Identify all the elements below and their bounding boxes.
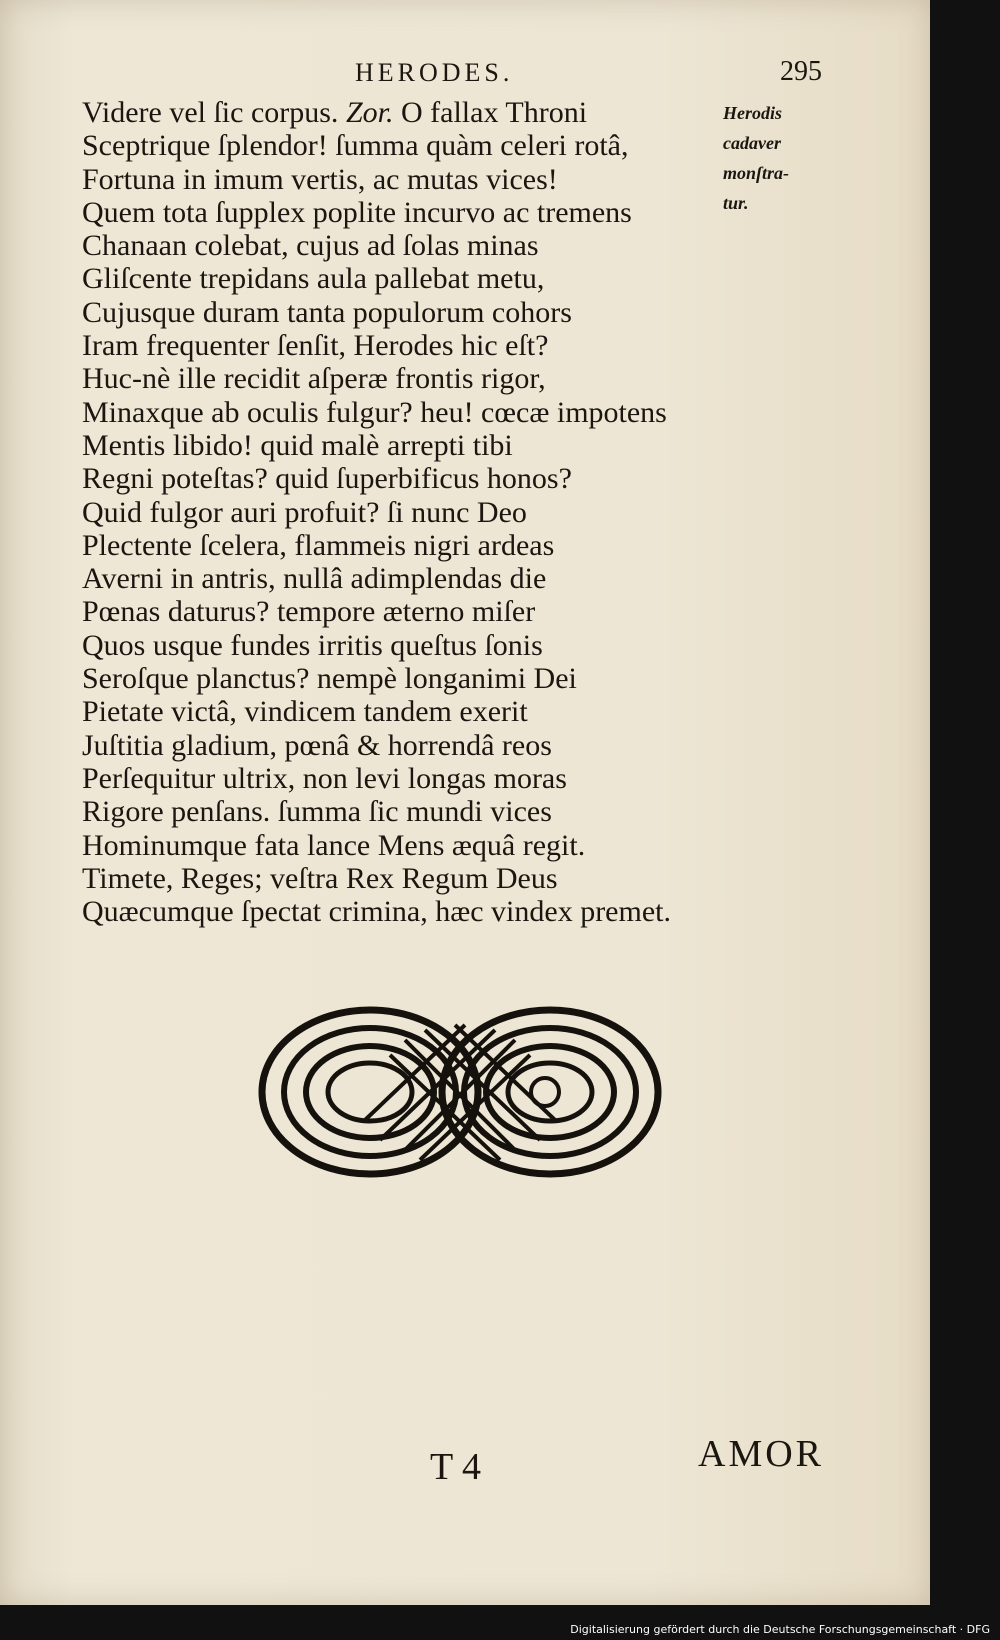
page-number: 295 — [780, 56, 822, 87]
verse-line: Iram frequenter ſenſit, Herodes hic eſt? — [82, 329, 549, 363]
knot-ornament — [255, 1000, 665, 1185]
verse-line: Quos usque fundes irritis queſtus ſonis — [82, 628, 543, 662]
verse-line: Juſtitia gladium, pœnâ & horrendâ reos — [82, 728, 552, 762]
margin-note-line: tur. — [723, 193, 749, 213]
verse-line: Rigore penſans. ſumma ſic mundi vices — [82, 795, 552, 829]
verse-line: Quem tota ſupplex poplite incurvo ac tremens — [82, 195, 632, 229]
running-head: HERODES. — [355, 58, 514, 87]
margin-note — [723, 98, 789, 218]
margin-note-line: monſtra- — [723, 163, 790, 183]
digitization-credit: Digitalisierung gefördert durch die Deutsche Forschungsgemeinschaft · DFG — [570, 1623, 990, 1636]
verse-line — [82, 96, 782, 129]
signature-mark: T 4 — [430, 1446, 482, 1488]
verse-line: Huc-nè ille recidit aſperæ frontis rigor, — [82, 362, 546, 396]
verse-line: Pietate victâ, vindicem tandem exerit — [82, 695, 528, 729]
verse-line: Timete, Reges; veſtra Rex Regum Deus — [82, 861, 558, 895]
verse-line: Fortuna in imum vertis, ac mutas vices! — [82, 162, 558, 196]
verse-line: Pœnas daturus? tempore æterno miſer — [82, 595, 536, 629]
verse-line: Chanaan colebat, cujus ad ſolas minas — [82, 229, 539, 263]
verse-block — [82, 96, 782, 928]
margin-note-line: Herodis — [723, 103, 783, 123]
verse-line: Quæcumque ſpectat crimina, hæc vindex premet. — [82, 895, 671, 929]
margin-note-line: cadaver — [723, 133, 781, 153]
speaker-label: Zor. — [345, 96, 394, 129]
catchword: AMOR — [698, 1433, 825, 1475]
line-text-before-speaker: Videre vel ſic corpus. — [82, 96, 346, 129]
verse-line: Gliſcente trepidans aula pallebat metu, — [82, 262, 545, 296]
verse-line: Perſequitur ultrix, non levi longas moras — [82, 761, 567, 795]
verse-line: Regni poteſtas? quid ſuperbificus honos? — [82, 462, 572, 496]
verse-line: Averni in antris, nullâ adimplendas die — [82, 562, 547, 596]
verse-line: Minaxque ab oculis fulgur? heu! cœcæ impotens — [82, 395, 667, 429]
verse-line: Cujusque duram tanta populorum cohors — [82, 295, 572, 329]
verse-line: Sceptrique ſplendor! ſumma quàm celeri rotâ, — [82, 129, 629, 163]
line-text-after-speaker: O fallax Throni — [393, 96, 588, 129]
verse-line: Plectente ſcelera, flammeis nigri ardeas — [82, 528, 555, 562]
verse-line: Quid fulgor auri profuit? ſi nunc Deo — [82, 495, 527, 529]
verse-line: Mentis libido! quid malè arrepti tibi — [82, 428, 513, 462]
verse-line: Seroſque planctus? nempè longanimi Dei — [82, 662, 577, 696]
verse-line: Hominumque fata lance Mens æquâ regit. — [82, 828, 586, 862]
